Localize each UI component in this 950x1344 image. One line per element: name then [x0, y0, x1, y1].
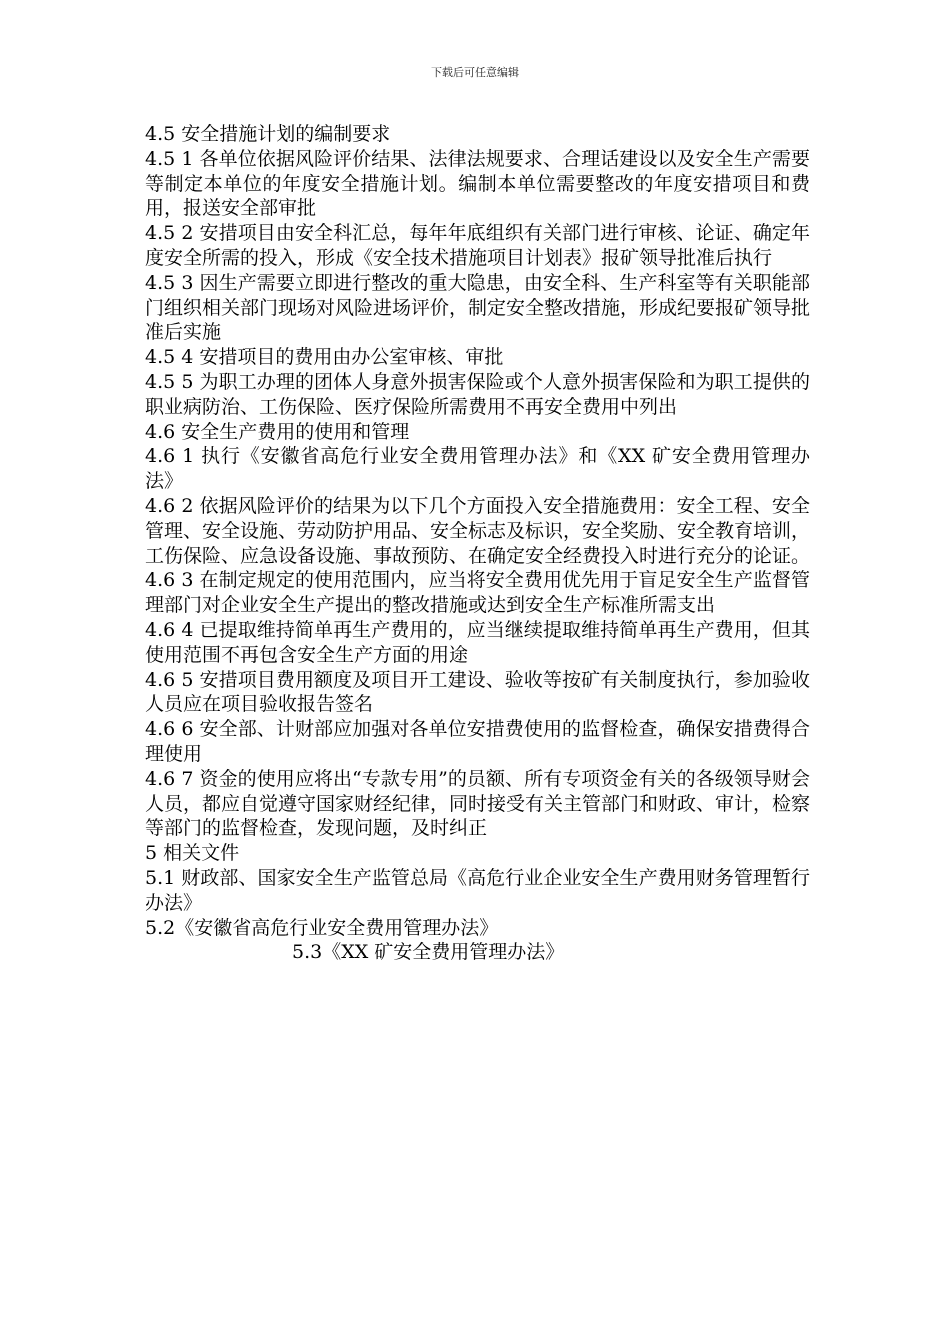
page-header: 下载后可任意编辑 — [431, 66, 519, 79]
paragraph-4-5-2: 4.5 2 安措项目由安全科汇总，每年年底组织有关部门进行审核、论证、确定年度安全所需的投入，形成《安全技术措施项目计划表》报矿领导批准后执行 — [145, 222, 810, 269]
reference-5-1: 5.1 财政部、国家安全生产监管总局《高危行业企业安全生产费用财务管理暂行办法》 — [145, 866, 810, 914]
paragraph-4-6-6: 4.6 6 安全部、计财部应加强对各单位安措费使用的监督检查，确保安措费得合理使用 — [145, 718, 810, 765]
document-body — [145, 122, 810, 965]
paragraph-4-5-1: 4.5 1 各单位依据风险评价结果、法律法规要求、合理话建设以及安全生产需要等制定本单位的年度安全措施计划。编制本单位需要整改的年度安措项目和费用，报送安全部审批 — [145, 147, 810, 220]
paragraph-4-6-4: 4.6 4 已提取维持简单再生产费用的，应当继续提取维持简单再生产费用，但其使用范围不再包含安全生产方面的用途 — [145, 618, 810, 666]
paragraph-4-6-2: 4.6 2 依据风险评价的结果为以下几个方面投入安全措施费用：安全工程、安全管理、安全设施、劳动防护用品、安全标志及标识，安全奖励、安全教育培训，工伤保险、应急设备设施、事故预防、在确定安全经费投入时进行充分的论证。 — [145, 494, 811, 567]
paragraph-4-6-5: 4.6 5 安措项目费用额度及项目开工建设、验收等按矿有关制度执行，参加验收人员应在项目验收报告签名 — [145, 668, 810, 716]
paragraph-4-5-5: 4.5 5 为职工办理的团体人身意外损害保险或个人意外损害保险和为职工提供的职业病防治、工伤保险、医疗保险所需费用不再安全费用中列出 — [145, 370, 810, 418]
paragraph-4-6-7: 4.6 7 资金的使用应将出“专款专用”的员额、所有专项资金有关的各级领导财会人员，都应自觉遵守国家财经纪律，同时接受有关主管部门和财政、审计，检察等部门的监督检查，发现问题，及时纠正 — [145, 767, 811, 840]
paragraph-4-6-1: 4.6 1 执行《安徽省高危行业安全费用管理办法》和《XX 矿安全费用管理办法》 — [145, 445, 810, 493]
section-heading-5: 5 相关文件 — [145, 842, 240, 865]
reference-5-2: 5.2《安徽省高危行业安全费用管理办法》 — [145, 916, 499, 939]
section-heading-4-6: 4.6 安全生产费用的使用和管理 — [145, 420, 410, 443]
section-heading-4-5: 4.5 安全措施计划的编制要求 — [145, 123, 391, 145]
reference-5-3: 5.3《XX 矿安全费用管理办法》 — [292, 941, 565, 964]
paragraph-4-6-3: 4.6 3 在制定规定的使用范围内，应当将安全费用优先用于盲足安全生产监督管理部门对企业安全生产提出的整改措施或达到安全生产标准所需支出 — [145, 569, 810, 617]
paragraph-4-5-4: 4.5 4 安措项目的费用由办公室审核、审批 — [145, 346, 504, 369]
paragraph-4-5-3: 4.5 3 因生产需要立即进行整改的重大隐患，由安全科、生产科室等有关职能部门组织相关部门现场对风险进场评价，制定安全整改措施，形成纪要报矿领导批准后实施 — [145, 271, 811, 344]
